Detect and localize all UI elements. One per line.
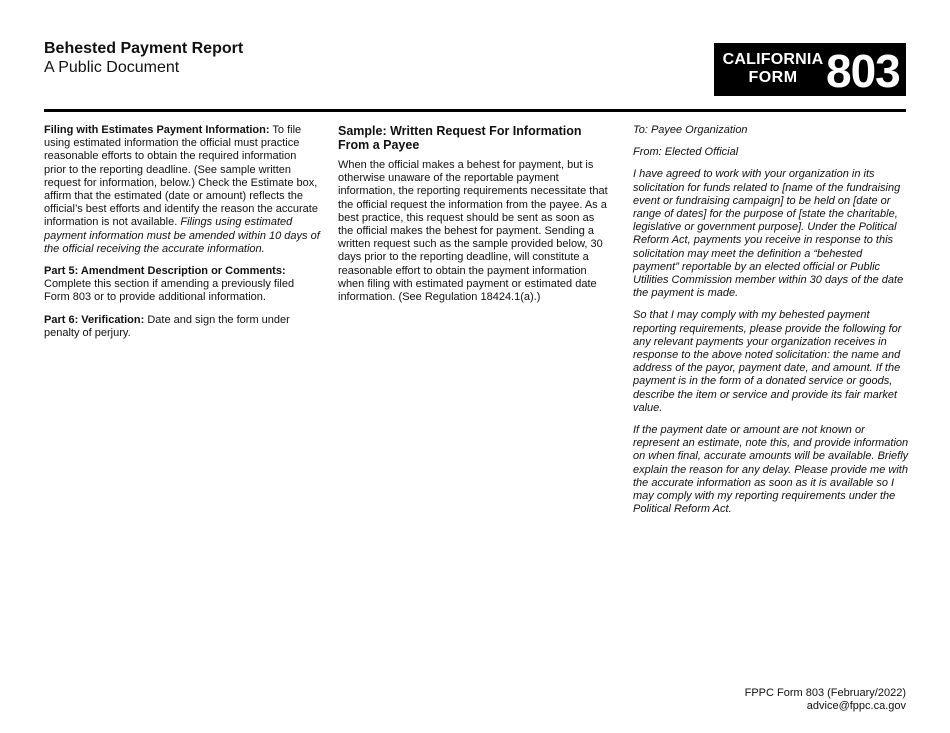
- form-badge: [714, 43, 906, 96]
- footer-email: advice@fppc.ca.gov: [806, 700, 906, 713]
- letter-paragraph-1: I have agreed to work with your organization in its solicitation for funds related to [name of the fundraising event or fundraising campaign] to be held on [date or range of dates] for the purpose of [state the charitable, legislative or government purpose]. Under the Political Reform Act, payments you receive in response to this solicitation may meet the definition a “behested payment” reportable by an elected official or Public Utilities Commission member within 30 days of the date the payment is made.: [633, 168, 904, 300]
- part5-heading: Part 5: Amendment Description or Comments:: [44, 265, 286, 278]
- estimates-heading: Filing with Estimates Payment Information:: [44, 124, 270, 136]
- document-subtitle: A Public Document: [44, 59, 180, 76]
- column-instructions: [44, 124, 320, 349]
- estimates-paragraph: [44, 124, 320, 256]
- badge-california: CALIFORNIA: [722, 51, 824, 68]
- part6-heading: Part 6: Verification:: [44, 313, 145, 326]
- estimates-text: To file using estimated information the official must practice reasonable efforts to obtain the required information prior to the reporting deadline. (See sample written request for information, below.) Check the Estimate box, affirm that the estimated (date or amount) reflects the official’s best efforts and identify the reason the accurate information is not available.: [44, 124, 318, 229]
- badge-form: FORM: [748, 69, 798, 86]
- estimates-italic-note: Filings using estimated payment information must be amended within 10 days of the official receiving the accurate information.: [44, 216, 320, 255]
- part5-paragraph: [44, 265, 320, 305]
- part5-text: Complete this section if amending a previously filed Form 803 or to provide additional information.: [44, 278, 295, 304]
- letter-from: From: Elected Official: [633, 146, 739, 159]
- column-sample-request: [338, 124, 608, 313]
- header-divider: [44, 109, 906, 112]
- footer-form-id: FPPC Form 803 (February/2022): [744, 687, 906, 699]
- document-title: Behested Payment Report: [44, 40, 244, 57]
- column-sample-letter: [633, 124, 909, 525]
- page-footer: [745, 687, 906, 713]
- badge-number: 803: [826, 45, 900, 97]
- part6-text: Date and sign the form under penalty of perjury.: [44, 313, 290, 339]
- letter-paragraph-3: If the payment date or amount are not known or represent an estimate, note this, and provide information on when final, accurate amounts will be available. Briefly explain the reason for any delay. Please provide me with the accurate information as soon as it is available so I may comply with my reporting requirements under the Political Reform Act.: [633, 424, 909, 516]
- letter-to: To: Payee Organization: [633, 124, 748, 136]
- part6-paragraph: [44, 314, 320, 340]
- letter-paragraph-2: So that I may comply with my behested payment reporting requirements, please provide the following for any relevant payments your organization receives in response to the above noted solicitation: the name and address of the payor, payment date, and amount. If the payment is in the form of a donated service or goods, describe the item or service and provide its fair market value.: [633, 309, 902, 414]
- sample-request-text: When the official makes a behest for payment, but is otherwise unaware of the reportable payment information, the reporting requirements necessitate that the official request the information from the payee. As a best practice, this request should be sent as soon as the official makes the behest for payment. Sending a written request such as the sample provided below, 30 days prior to the reporting deadline, will constitute a reasonable effort to obtain the payment information when filing with estimated payment or estimated date information. (See Regulation 18424.1(a).): [338, 159, 608, 304]
- sample-request-heading: Sample: Written Request For Information From a Payee: [338, 124, 582, 152]
